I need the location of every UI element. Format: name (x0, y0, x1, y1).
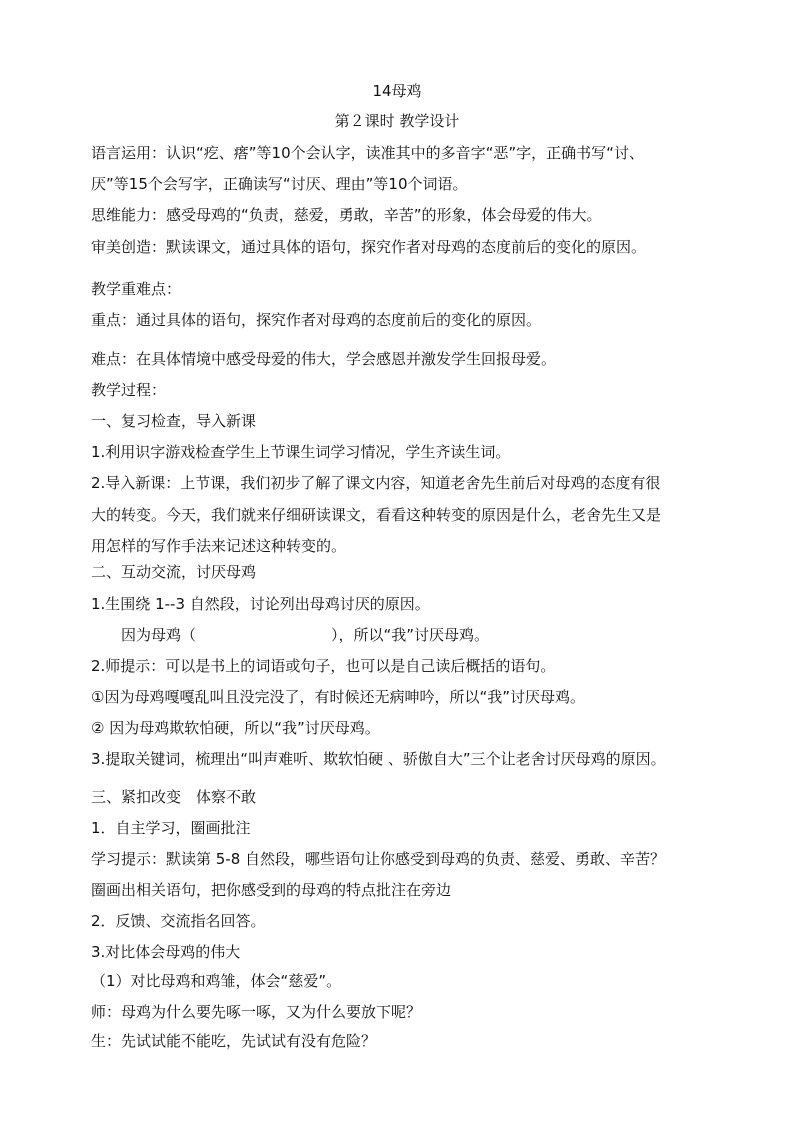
section-3-tip-line2: 圈画出相关语句，把你感受到的母鸡的特点批注在旁边 (91, 881, 452, 899)
section-2-item-1: 1.生围绕 1--3 自然段，讨论列出母鸡讨厌的原因。 (91, 595, 430, 613)
objective-thinking: 思维能力：感受母鸡的“负责，慈爱，勇敢，辛苦”的形象，体会母爱的伟大。 (91, 206, 602, 224)
page-subtitle: 第２课时 教学设计 (334, 112, 460, 130)
section-1-item-1: 1.利用识字游戏检查学生上节课生词学习情况，学生齐读生词。 (91, 443, 511, 461)
section-2-item-3: 3.提取关键词，梳理出“叫声难听、欺软怕硬 、骄傲自大”三个让老舍讨厌母鸡的原因。 (91, 750, 666, 768)
objective-language-line2: 厌”等15个会写字，正确读写“讨厌、理由”等10个词语。 (91, 175, 468, 193)
section-1-item-2-line1: 2.导入新课：上节课，我们初步了解了课文内容，知道老舍先生前后对母鸡的态度有很 (91, 474, 661, 492)
objective-language-line1: 语言运用：认识“疙、瘩”等10个会认字，读准其中的多音字“恶”字，正确书写“讨、 (91, 144, 644, 162)
section-2-title: 二、互动交流，讨厌母鸡 (91, 563, 257, 581)
section-3-tip-line1: 学习提示：默读第 5-8 自然段，哪些语句让你感受到母鸡的负责、慈爱、勇敢、辛苦？ (91, 850, 666, 868)
section-2-item-2: 2.师提示：可以是书上的词语或句子，也可以是自己读后概括的语句。 (91, 657, 556, 675)
section-3-item-2: 2．反馈、交流指名回答。 (91, 912, 266, 930)
fill-in-blank-prefix: 因为母鸡（ (121, 626, 197, 644)
fill-in-blank-sentence (121, 625, 489, 645)
section-3-title: 三、紧扣改变 体察不敢 (91, 788, 257, 806)
section-1-title: 一、复习检查，导入新课 (91, 412, 257, 430)
page-title: 14母鸡 (372, 82, 422, 100)
process-heading: 教学过程： (91, 381, 167, 399)
key-points-heading: 教学重难点： (91, 280, 182, 298)
section-3-item-1: 1．自主学习，圈画批注 (91, 819, 251, 837)
section-1-item-2-line3: 用怎样的写作手法来记述这种转变的。 (91, 537, 347, 555)
section-1-item-2-line2: 大的转变。今天，我们就来仔细研读课文，看看这种转变的原因是什么，老舍先生又是 (91, 506, 662, 524)
fill-in-blank-suffix: ），所以“我”讨厌母鸡。 (331, 626, 490, 644)
key-point-focus: 重点：通过具体的语句，探究作者对母鸡的态度前后的变化的原因。 (91, 311, 542, 329)
section-3-subitem-1: （1）对比母鸡和鸡雏，体会“慈爱”。 (91, 972, 342, 990)
key-point-difficulty: 难点：在具体情境中感受母爱的伟大，学会感恩并激发学生回报母爱。 (91, 350, 557, 368)
section-3-item-3: 3.对比体会母鸡的伟大 (91, 943, 241, 961)
section-2-example-1: ①因为母鸡嘎嘎乱叫且没完没了，有时候还无病呻吟，所以“我”讨厌母鸡。 (91, 688, 585, 706)
objective-aesthetic: 审美创造：默读课文，通过具体的语句，探究作者对母鸡的态度前后的变化的原因。 (91, 238, 647, 256)
student-answer: 生：先试试能不能吃，先试试有没有危险？ (91, 1032, 377, 1050)
section-2-example-2: ② 因为母鸡欺软怕硬，所以“我”讨厌母鸡。 (91, 719, 380, 737)
teacher-question: 师：母鸡为什么要先啄一啄，又为什么要放下呢？ (91, 1003, 422, 1021)
